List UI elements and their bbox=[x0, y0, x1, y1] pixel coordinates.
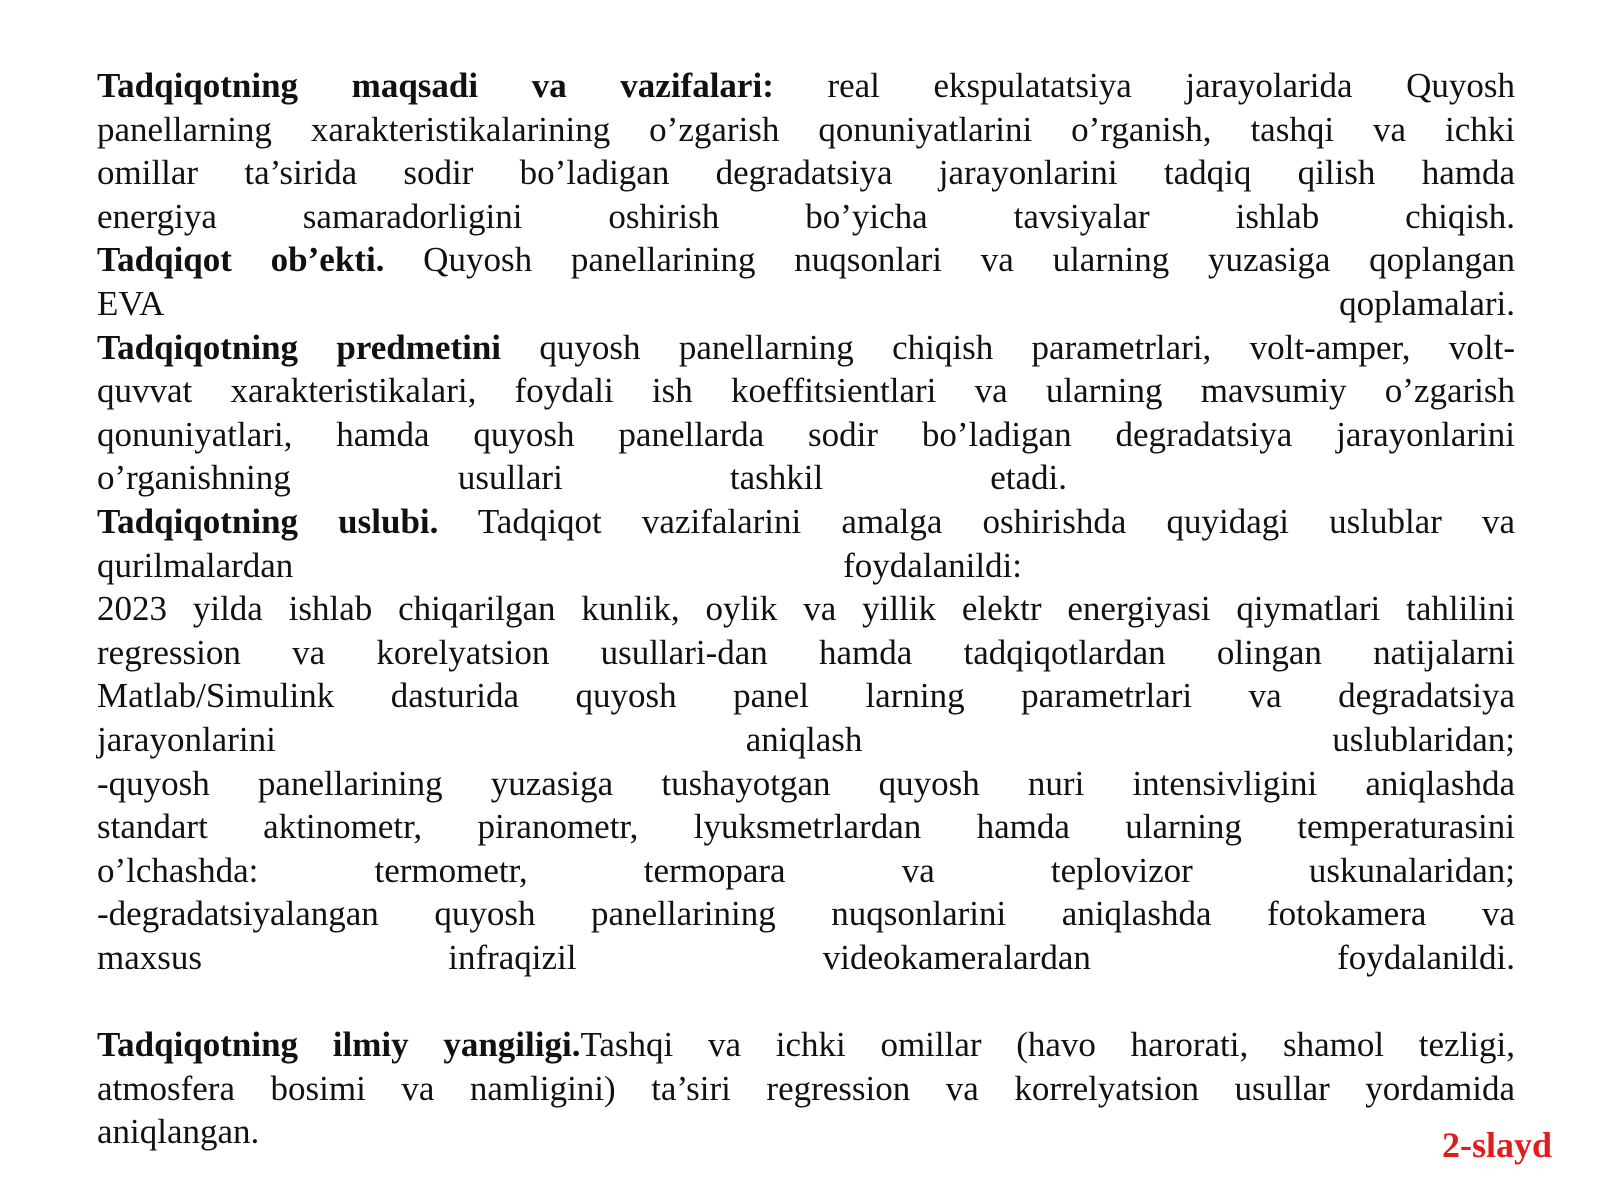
object-text-2: EVA qoplamalari. bbox=[97, 283, 1515, 323]
method-line-5: Matlab/Simulink dasturida quyosh panel larning parametrlari va degradatsiya bbox=[97, 676, 1515, 716]
method-line-4: regression va korelyatsion usullari-dan hamda tadqiqotlardan olingan natijalarni bbox=[97, 632, 1515, 672]
object-heading: Tadqiqot ob’ekti. bbox=[97, 240, 385, 280]
method-text-1: Tadqiqot vazifalarini amalga oshirishda quyidagi uslublar va bbox=[438, 501, 1515, 541]
novelty-line-2: atmosfera bosimi va namligini) ta’siri regression va korrelyatsion usullar yordamida bbox=[97, 1068, 1515, 1108]
novelty-line-3: aniqlangan. bbox=[97, 1112, 260, 1152]
method-line-2: qurilmalardan foydalanildi: bbox=[97, 545, 1022, 585]
goals-text-1: real ekspulatatsiya jarayolarida Quyosh bbox=[773, 66, 1516, 105]
method-line-1 bbox=[97, 500, 1515, 544]
goals-line-2: panellarning xarakteristikalarining o’zgarish qonuniyatlarini o’rganish, tashqi va ichki bbox=[97, 109, 1515, 149]
object-text-1: Quyosh panellarining nuqsonlari va ularning yuzasiga qoplangan bbox=[384, 240, 1515, 280]
novelty-text-1: Tashqi va ichki omillar (havo harorati, shamol tezligi, bbox=[580, 1025, 1515, 1065]
subject-line-1 bbox=[97, 326, 1515, 370]
method-line-6: jarayonlarini aniqlash uslublaridan; bbox=[97, 719, 1515, 759]
goals-heading: Tadqiqotning maqsadi va vazifalari: bbox=[97, 66, 774, 105]
object-line-2 bbox=[97, 282, 1515, 326]
slide-number: 2-slayd bbox=[1441, 1125, 1552, 1165]
subject-text-1: quyosh panellarning chiqish parametrlari, volt-amper, volt- bbox=[501, 327, 1515, 367]
subject-heading: Tadqiqotning predmetini bbox=[97, 327, 502, 367]
method-line-3: 2023 yilda ishlab chiqarilgan kunlik, oylik va yillik elektr energiyasi qiymatlari tahlilini bbox=[97, 589, 1515, 629]
method-line-11: maxsus infraqizil videokameralardan foydalanildi. bbox=[97, 937, 1515, 977]
method-line-9: o’lchashda: termometr, termopara va teplovizor uskunalaridan; bbox=[97, 850, 1515, 890]
method-line-8: standart aktinometr, piranometr, lyuksmetrlardan hamda ularning temperaturasini bbox=[97, 807, 1515, 847]
blank-line bbox=[97, 979, 1515, 1023]
method-heading: Tadqiqotning uslubi. bbox=[97, 501, 439, 541]
method-line-10: -degradatsiyalangan quyosh panellarining nuqsonlarini aniqlashda fotokamera va bbox=[97, 894, 1515, 934]
subject-line-3: qonuniyatlari, hamda quyosh panellarda sodir bo’ladigan degradatsiya jarayonlarini bbox=[97, 414, 1515, 454]
method-line-7: -quyosh panellarining yuzasiga tushayotgan quyosh nuri intensivligini aniqlashda bbox=[97, 763, 1515, 803]
subject-line-4: o’rganishning usullari tashkil etadi. bbox=[97, 458, 1067, 498]
slide-body-text bbox=[97, 64, 1515, 1154]
goals-line-1 bbox=[97, 64, 1515, 108]
subject-line-2: quvvat xarakteristikalari, foydali ish koeffitsientlari va ularning mavsumiy o’zgarish bbox=[97, 371, 1515, 411]
novelty-line-1 bbox=[97, 1023, 1515, 1067]
novelty-heading: Tadqiqotning ilmiy yangiligi. bbox=[97, 1025, 581, 1065]
goals-line-4: energiya samaradorligini oshirish bo’yicha tavsiyalar ishlab chiqish. bbox=[97, 196, 1515, 236]
goals-line-3: omillar ta’sirida sodir bo’ladigan degradatsiya jarayonlarini tadqiq qilish hamda bbox=[97, 153, 1515, 193]
object-line-1 bbox=[97, 238, 1515, 282]
